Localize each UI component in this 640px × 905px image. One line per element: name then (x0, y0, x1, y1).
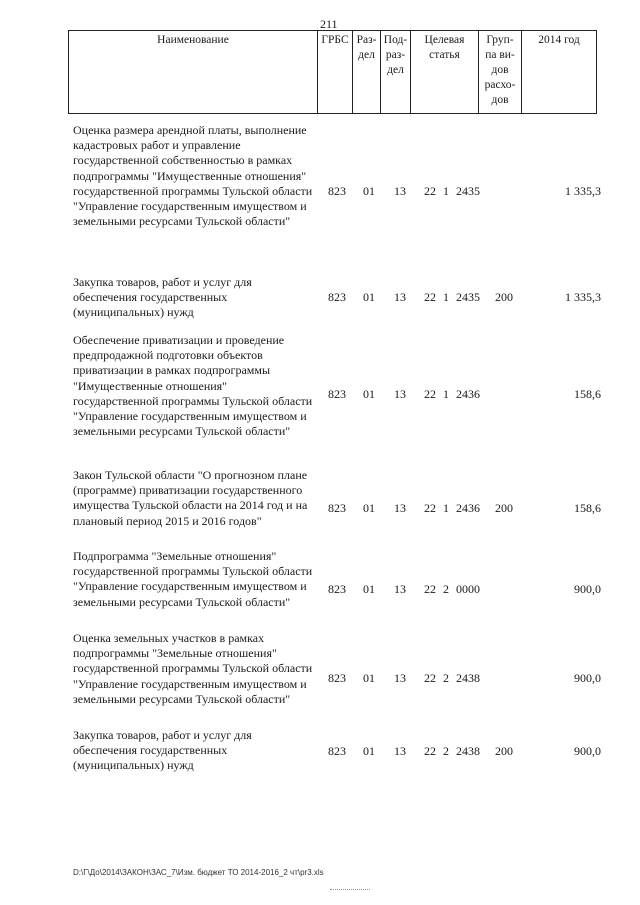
row-amount: 900,0 (574, 582, 601, 596)
row-podrazdel: 13 (394, 671, 406, 685)
row-amount: 158,6 (574, 387, 601, 401)
row-statya: 22 2 0000 (424, 582, 480, 596)
row-podrazdel: 13 (394, 290, 406, 304)
row-grbs: 823 (328, 582, 346, 596)
row-razdel: 01 (363, 744, 375, 758)
row-statya: 22 1 2436 (424, 501, 480, 515)
row-group: 200 (495, 744, 513, 758)
row-razdel: 01 (363, 184, 375, 198)
table-header (68, 30, 597, 114)
header-razdel: Раз- дел (353, 31, 381, 114)
header-year: 2014 год (522, 31, 597, 114)
row-group: 200 (495, 290, 513, 304)
row-amount: 900,0 (574, 744, 601, 758)
row-razdel: 01 (363, 501, 375, 515)
header-podrazdel: Под- раз- дел (381, 31, 411, 114)
footer-divider (330, 888, 370, 890)
header-name: Наименование (69, 31, 318, 114)
row-grbs: 823 (328, 501, 346, 515)
row-name: Обеспечение приватизации и проведение предпродажной подготовки объектов приватизации в рамках подпрограммы "Имущественные отношения" государственной программы Тульской области "Управление государственным имуществом и земельными ресурсами Тульской области" (73, 333, 313, 439)
row-amount: 1 335,3 (565, 290, 601, 304)
row-name: Оценка земельных участков в рамках подпрограммы "Земельные отношения" государственной программы Тульской области "Управление государственным имуществом и земельными ресурсами Тульской области" (73, 631, 313, 706)
header-grbs: ГРБС (318, 31, 353, 114)
page-number: 211 (320, 17, 338, 31)
row-statya: 22 1 2435 (424, 184, 480, 198)
row-group: 200 (495, 501, 513, 515)
row-podrazdel: 13 (394, 582, 406, 596)
row-podrazdel: 13 (394, 387, 406, 401)
row-name: Закон Тульской области "О прогнозном плане (программе) приватизации государственного имущества Тульской области на 2014 год и на плановый период 2015 и 2016 годов" (73, 468, 308, 528)
header-statya: Целевая статья (411, 31, 479, 114)
row-statya: 22 1 2436 (424, 387, 480, 401)
row-amount: 158,6 (574, 501, 601, 515)
row-name: Подпрограмма "Земельные отношения" государственной программы Тульской области "Управление государственным имуществом и земельными ресурсами Тульской области" (73, 549, 313, 609)
row-podrazdel: 13 (394, 744, 406, 758)
row-razdel: 01 (363, 671, 375, 685)
file-path-footer: D:\Г\До\2014\ЗАКОН\ЗАС_7\Изм. бюджет ТО 2014-2016_2 чт\pr3.xls (73, 868, 324, 877)
row-statya: 22 2 2438 (424, 744, 480, 758)
row-podrazdel: 13 (394, 501, 406, 515)
row-razdel: 01 (363, 290, 375, 304)
row-grbs: 823 (328, 387, 346, 401)
row-statya: 22 2 2438 (424, 671, 480, 685)
row-name: Оценка размера арендной платы, выполнение кадастровых работ и управление государственной собственностью в рамках подпрограммы "Имущественные отношения" государственной программы Тульской области "Управление государственным имуществом и земельными ресурсами Тульской области" (73, 123, 313, 229)
row-amount: 1 335,3 (565, 184, 601, 198)
row-grbs: 823 (328, 744, 346, 758)
row-name: Закупка товаров, работ и услуг для обеспечения государственных (муниципальных) нужд (73, 728, 252, 773)
row-razdel: 01 (363, 387, 375, 401)
header-group: Груп- па ви- дов расхо- дов (479, 31, 522, 114)
row-grbs: 823 (328, 671, 346, 685)
row-grbs: 823 (328, 184, 346, 198)
row-name: Закупка товаров, работ и услуг для обеспечения государственных (муниципальных) нужд (73, 275, 252, 320)
row-statya: 22 1 2435 (424, 290, 480, 304)
row-grbs: 823 (328, 290, 346, 304)
row-razdel: 01 (363, 582, 375, 596)
row-amount: 900,0 (574, 671, 601, 685)
row-podrazdel: 13 (394, 184, 406, 198)
